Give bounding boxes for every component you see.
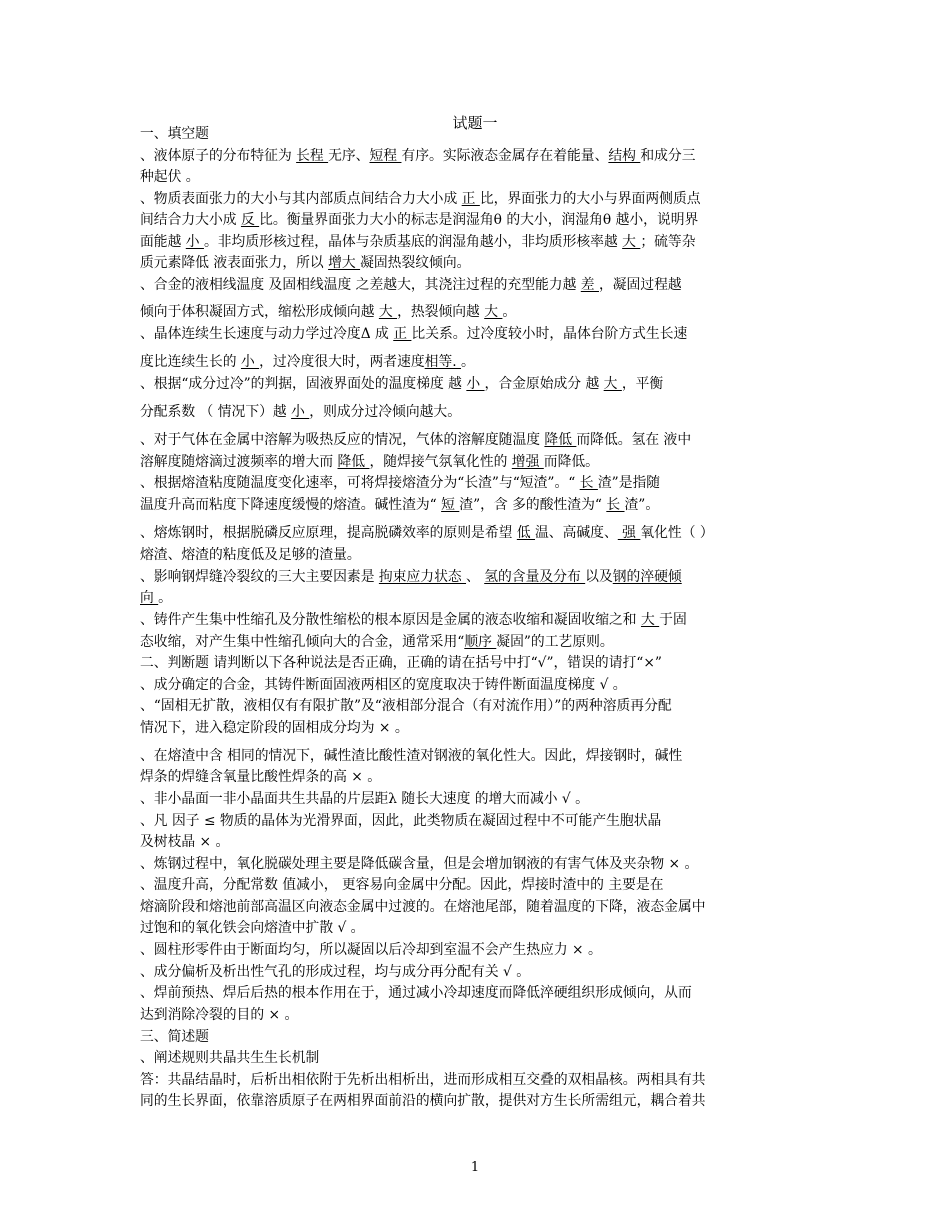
text-segment: 及树枝晶 × 。 bbox=[140, 834, 230, 850]
text-segment: 比。衡量界面张力大小的标志是润湿角θ 的大小，润湿角θ 越小，说明界 bbox=[259, 212, 699, 228]
text-segment: ，凝固过程越 bbox=[598, 277, 682, 293]
text-segment: 、合金的液相线温度 及固相线温度 之差越大，其浇注过程的充型能力越 bbox=[140, 277, 581, 293]
text-line bbox=[140, 696, 810, 716]
text-segment: ，热裂倾向越 bbox=[397, 304, 485, 320]
text-segment: 温、高碱度、 bbox=[535, 525, 618, 541]
text-segment: 。 bbox=[502, 304, 517, 320]
text-line bbox=[140, 632, 810, 652]
text-line bbox=[140, 452, 810, 472]
text-segment: ，过冷度很大时，两者速度 bbox=[259, 354, 425, 370]
text-segment: 凝固”的工艺原则。 bbox=[496, 634, 614, 650]
text-line bbox=[140, 940, 810, 960]
text-segment: 温度升高而粘度下降速度缓慢的熔渣。碱性渣为“ bbox=[140, 497, 442, 513]
underlined-answer: 拘束应力状态 bbox=[378, 569, 467, 585]
text-line bbox=[140, 875, 810, 895]
text-segment: 和成分三 bbox=[640, 148, 696, 164]
text-segment: 比，界面张力的大小与界面两侧质点 bbox=[479, 191, 701, 207]
text-segment: 渣”，含 多的酸性渣为“ bbox=[459, 497, 607, 513]
text-segment: 、根据“成分过冷”的判据，固液界面处的温度梯度 越 bbox=[140, 376, 467, 392]
text-segment: 、铸件产生集中性缩孔及分散性缩松的根本原因是金属的液态收缩和凝固收缩之和 bbox=[140, 612, 641, 628]
text-segment: 度比连续生长的 bbox=[140, 354, 241, 370]
text-segment: 、液体原子的分布特征为 bbox=[140, 148, 297, 164]
text-line bbox=[140, 302, 810, 322]
text-segment: ，则成分过冷倾向越大。 bbox=[309, 404, 462, 420]
text-segment: 焊条的焊缝含氧量比酸性焊条的高 × 。 bbox=[140, 769, 382, 785]
underlined-answer: 差 bbox=[580, 277, 599, 293]
text-line bbox=[140, 232, 810, 252]
text-segment: 态收缩，对产生集中性缩孔倾向大的合金，通常采用“ bbox=[140, 634, 465, 650]
text-line bbox=[140, 124, 810, 144]
text-segment: 同的生长界面，依靠溶质原子在两相界面前沿的横向扩散，提供对方生长所需组元，耦合着共 bbox=[140, 1093, 706, 1109]
text-segment: 溶解度随熔滴过渡频率的增大而 bbox=[140, 454, 338, 470]
text-line bbox=[140, 962, 810, 982]
text-segment: 质元素降低 液表面张力，所以 bbox=[140, 255, 329, 271]
text-segment: 而降低。 bbox=[543, 454, 599, 470]
underlined-answer: 顺序 bbox=[464, 634, 497, 650]
text-segment: 种起伏 。 bbox=[140, 169, 200, 185]
underlined-answer: 小 bbox=[185, 234, 204, 250]
text-segment: 以及 bbox=[585, 569, 613, 585]
text-segment: 分配系数 （ 情况下）越 bbox=[140, 404, 292, 420]
text-line bbox=[140, 588, 810, 608]
text-segment: 、炼钢过程中，氧化脱碳处理主要是降低碳含量，但是会增加钢液的有害气体及夹杂物 × 。 bbox=[140, 856, 699, 872]
text-segment: 。 bbox=[461, 354, 475, 370]
text-segment: 、阐述规则共晶共生生长机制 bbox=[140, 1050, 320, 1066]
text-line bbox=[140, 567, 810, 587]
text-line bbox=[140, 789, 810, 809]
text-line bbox=[140, 1091, 810, 1111]
text-segment: 倾向于体积凝固方式，缩松形成倾向越 bbox=[140, 304, 379, 320]
underlined-answer: 长 bbox=[579, 475, 598, 491]
text-line bbox=[140, 473, 810, 493]
text-segment: 一、填空题 bbox=[140, 126, 209, 142]
text-segment: ；硫等杂 bbox=[640, 234, 696, 250]
text-segment: 间结合力大小成 bbox=[140, 212, 241, 228]
page-number: 1 bbox=[470, 1160, 480, 1175]
text-line bbox=[140, 746, 810, 766]
text-line bbox=[140, 167, 810, 187]
text-line bbox=[140, 146, 810, 166]
underlined-answer: 增大 bbox=[328, 255, 361, 271]
underlined-answer: 钢的淬硬倾 bbox=[612, 569, 682, 585]
text-segment: 、圆柱形零件由于断面均匀，所以凝固以后冷却到室温不会产生热应力 × 。 bbox=[140, 942, 602, 958]
text-line bbox=[140, 1048, 810, 1068]
text-segment: 达到消除冷裂的目的 × 。 bbox=[140, 1007, 299, 1023]
text-segment: 熔滴阶段和熔池前部高温区向液态金属中过渡的。在熔池尾部，随着温度的下降，液态金属中 bbox=[140, 899, 706, 915]
text-line bbox=[140, 275, 810, 295]
page-title: 试题一 bbox=[452, 114, 498, 132]
underlined-answer: 大 bbox=[640, 612, 660, 628]
underlined-answer: 小 bbox=[291, 404, 310, 420]
underlined-answer: 短程 bbox=[369, 148, 402, 164]
underlined-answer: 降低 bbox=[337, 454, 370, 470]
text-segment: 答：共晶结晶时，后析出相依附于先析出相析出，进而形成相互交叠的双相晶核。两相具有共 bbox=[140, 1072, 706, 1088]
text-segment: 二、判断题 请判断以下各种说法是否正确，正确的请在括号中打“√”，错误的请打“×” bbox=[140, 655, 662, 671]
text-line bbox=[140, 897, 810, 917]
underlined-answer: 长 bbox=[606, 497, 625, 513]
text-segment: 渣”是指随 bbox=[597, 475, 661, 491]
underlined-answer: 向 bbox=[140, 590, 159, 606]
text-segment: 过饱和的氧化铁会向熔渣中扩散 √ 。 bbox=[140, 920, 365, 936]
text-line bbox=[140, 430, 810, 450]
text-segment: 面能越 bbox=[140, 234, 186, 250]
text-line bbox=[140, 324, 810, 344]
text-segment: ，合金原始成分 越 bbox=[484, 376, 604, 392]
text-line bbox=[140, 918, 810, 938]
text-line bbox=[140, 402, 810, 422]
text-segment: 于固 bbox=[659, 612, 687, 628]
text-line bbox=[140, 253, 810, 273]
text-segment: 比关系。过冷度较小时，晶体台阶方式生长速 bbox=[411, 326, 688, 342]
text-line bbox=[140, 1070, 810, 1090]
text-line bbox=[140, 767, 810, 787]
text-line bbox=[140, 983, 810, 1003]
text-line bbox=[140, 811, 810, 831]
underlined-answer: 低 bbox=[516, 525, 536, 541]
text-line bbox=[140, 854, 810, 874]
text-segment: 、非小晶面一非小晶面共生共晶的片层距λ 随长大速度 的增大而减小 √ 。 bbox=[140, 791, 589, 807]
text-segment: 渣”。 bbox=[624, 497, 660, 513]
text-segment: 而降低。氢在 液中 bbox=[576, 432, 692, 448]
text-segment: 、温度升高，分配常数 值减小， 更容易向金属中分配。因此，焊接时渣中的 主要是在 bbox=[140, 877, 664, 893]
text-segment: 、“固相无扩散，液相仅有有限扩散”及“液相部分混合（有对流作用）”的两种溶质再分配 bbox=[140, 698, 672, 714]
text-segment: 氧化性（ ） bbox=[640, 525, 714, 541]
text-line bbox=[140, 653, 810, 673]
underlined-answer: 小 bbox=[466, 376, 485, 392]
underlined-answer: 大 bbox=[484, 304, 503, 320]
text-segment: 。非均质形核过程，晶体与杂质基底的润湿角越小，非均质形核率越 bbox=[203, 234, 623, 250]
underlined-answer: 反 bbox=[240, 212, 260, 228]
underlined-answer: 强 bbox=[617, 525, 641, 541]
text-line bbox=[140, 1005, 810, 1025]
text-segment: ，平衡 bbox=[621, 376, 664, 392]
underlined-answer: 大 bbox=[603, 376, 622, 392]
text-line bbox=[140, 545, 810, 565]
text-line bbox=[140, 210, 810, 230]
text-segment: 、焊前预热、焊后后热的根本作用在于，通过减小冷却速度而降低淬硬组织形成倾向，从而 bbox=[140, 985, 692, 1001]
text-segment: 熔渣、熔渣的粘度低及足够的渣量。 bbox=[140, 547, 361, 563]
text-segment: 、成分确定的合金，其铸件断面固液两相区的宽度取决于铸件断面温度梯度 √ 。 bbox=[140, 677, 627, 693]
underlined-answer: 增强 bbox=[511, 454, 544, 470]
underlined-answer: 正 bbox=[393, 326, 412, 342]
text-line bbox=[140, 675, 810, 695]
text-line bbox=[140, 1027, 810, 1047]
underlined-answer: 相等. bbox=[424, 354, 462, 370]
text-segment: ，随焊接气氛氧化性的 bbox=[369, 454, 512, 470]
text-segment: 、影响钢焊缝冷裂纹的三大主要因素是 bbox=[140, 569, 379, 585]
underlined-answer: 氢的含量及分布 bbox=[484, 569, 586, 585]
underlined-answer: 结构 bbox=[608, 148, 641, 164]
text-line bbox=[140, 352, 810, 372]
text-segment: 、晶体连续生长速度与动力学过冷度Δ 成 bbox=[140, 326, 394, 342]
text-segment: 、成分偏析及析出性气孔的形成过程，均与成分再分配有关 √ 。 bbox=[140, 964, 531, 980]
text-segment: 有序。实际液态金属存在着能量、 bbox=[401, 148, 609, 164]
text-line bbox=[140, 610, 810, 630]
text-line bbox=[140, 718, 810, 738]
text-line bbox=[140, 832, 810, 852]
text-segment: 、根据熔渣粘度随温度变化速率，可将焊接熔渣分为“长渣”与“短渣”。“ bbox=[140, 475, 580, 491]
text-segment: 、物质表面张力的大小与其内部质点间结合力大小成 bbox=[140, 191, 462, 207]
text-segment: 情况下，进入稳定阶段的固相成分均为 × 。 bbox=[140, 720, 409, 736]
text-line bbox=[140, 189, 810, 209]
text-segment: 。 bbox=[158, 590, 172, 606]
underlined-answer: 短 bbox=[441, 497, 460, 513]
text-segment: 、对于气体在金属中溶解为吸热反应的情况，气体的溶解度随温度 bbox=[140, 432, 545, 448]
text-line bbox=[140, 523, 810, 543]
text-segment: 、在熔渣中含 相同的情况下，碱性渣比酸性渣对钢液的氧化性大。因此，焊接钢时，碱性 bbox=[140, 748, 683, 764]
underlined-answer: 正 bbox=[461, 191, 480, 207]
underlined-answer: 长程 bbox=[296, 148, 329, 164]
text-line bbox=[140, 374, 810, 394]
text-segment: 、熔炼钢时，根据脱磷反应原理，提高脱磷效率的原则是希望 bbox=[140, 525, 517, 541]
text-line bbox=[140, 495, 810, 515]
text-segment: 、 bbox=[466, 569, 485, 585]
underlined-answer: 大 bbox=[378, 304, 398, 320]
text-segment: 三、简述题 bbox=[140, 1029, 209, 1045]
text-segment: 凝固热裂纹倾向。 bbox=[360, 255, 471, 271]
text-segment: 无序、 bbox=[328, 148, 370, 164]
underlined-answer: 大 bbox=[622, 234, 641, 250]
underlined-answer: 小 bbox=[240, 354, 260, 370]
text-segment: 、凡 因子 ≤ 物质的晶体为光滑界面，因此，此类物质在凝固过程中不可能产生胞状晶 bbox=[140, 813, 662, 829]
underlined-answer: 降低 bbox=[544, 432, 577, 448]
